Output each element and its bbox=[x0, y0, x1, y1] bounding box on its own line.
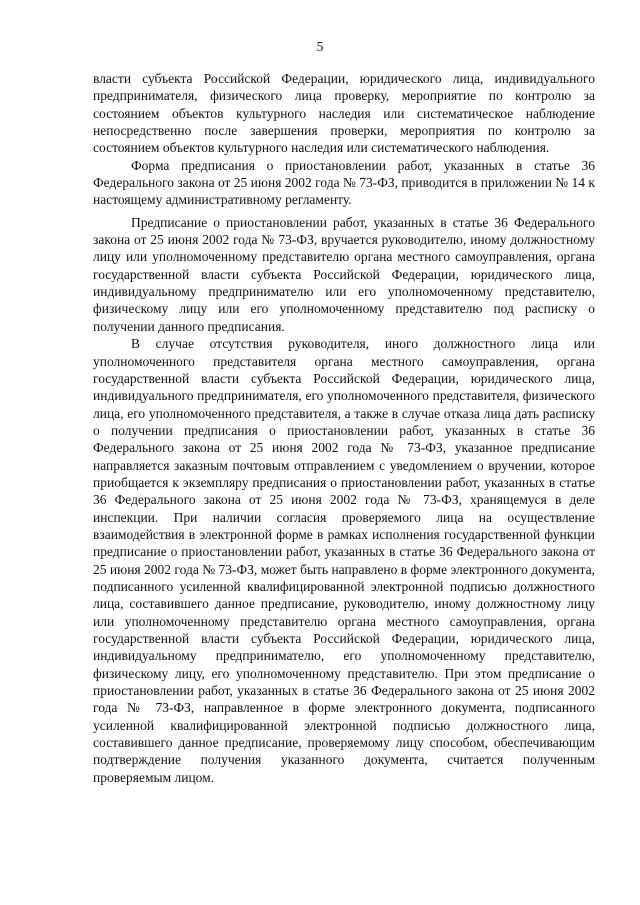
paragraph-4: В случае отсутствия руководителя, иного должностного лица или уполномоченного представителя органа местного самоуправления, органа государственной власти субъекта Российской Федерации, юридического лица, индивидуального предпринимателя, его уполномоченного представителя, физического лица, его уполномоченного представителя, а также в случае отказа лица дать расписку о получении предписания о приостановлении работ, указанных в статье 36 Федерального закона от 25 июня 2002 года № 73-ФЗ, указанное предписание направляется заказным почтовым отправлением с уведомлением о вручении, которое приобщается к экземпляру предписания о приостановлении работ, указанных в статье 36 Федерального закона от 25 июня 2002 года № 73-ФЗ, хранящемуся в деле инспекции. При наличии согласия проверяемого лица на осуществление взаимодействия в электронной форме в рамках исполнения государственной функции предписание о приостановлении работ, указанных в статье 36 Федерального закона от 25 июня 2002 года № 73-ФЗ, может быть направлено в форме электронного документа, подписанного усиленной квалифицированной электронной подписью должностного лица, составившего данное предписание, руководителю, иному должностному лицу или уполномоченному представителю органа местного самоуправления, органа государственной власти субъекта Российской Федерации, юридического лица, индивидуальному предпринимателю, его уполномоченному представителю, физическому лицу, его уполномоченному представителю. При этом предписание о приостановлении работ, указанных в статье 36 Федерального закона от 25 июня 2002 года № 73-ФЗ, направленное в форме электронного документа, подписанного усиленной квалифицированной электронной подписью должностного лица, составившего данное предписание, проверяемому лицу способом, обеспечивающим подтверждение получения указанного документа, считается полученным проверяемым лицом. bbox=[93, 336, 595, 785]
page-number: 5 bbox=[316, 39, 324, 54]
paragraph-1: власти субъекта Российской Федерации, юридического лица, индивидуального предпринимателя, физического лица проверку, мероприятие по контролю за состоянием объектов культурного наследия или систематическое наблюдение непосредственно после завершения проверки, мероприятия по контролю за состоянием объектов культурного наследия или систематического наблюдения. bbox=[93, 71, 595, 156]
paragraph-3: Предписание о приостановлении работ, указанных в статье 36 Федерального закона от 25 июня 2002 года № 73-ФЗ, вручается руководителю, иному должностному лицу или уполномоченному представителю органа местного самоуправления, органа государственной власти субъекта Российской Федерации, юридического лица, индивидуальному предпринимателю или его уполномоченному представителю, физическому лицу или его уполномоченному представителю под расписку о получении данного предписания. bbox=[93, 214, 595, 334]
paragraph-2: Форма предписания о приостановлении работ, указанных в статье 36 Федерального закона от 25 июня 2002 года № 73-ФЗ, приводится в приложении № 14 к настоящему административному регламенту. bbox=[93, 157, 595, 208]
document-body bbox=[93, 70, 595, 786]
